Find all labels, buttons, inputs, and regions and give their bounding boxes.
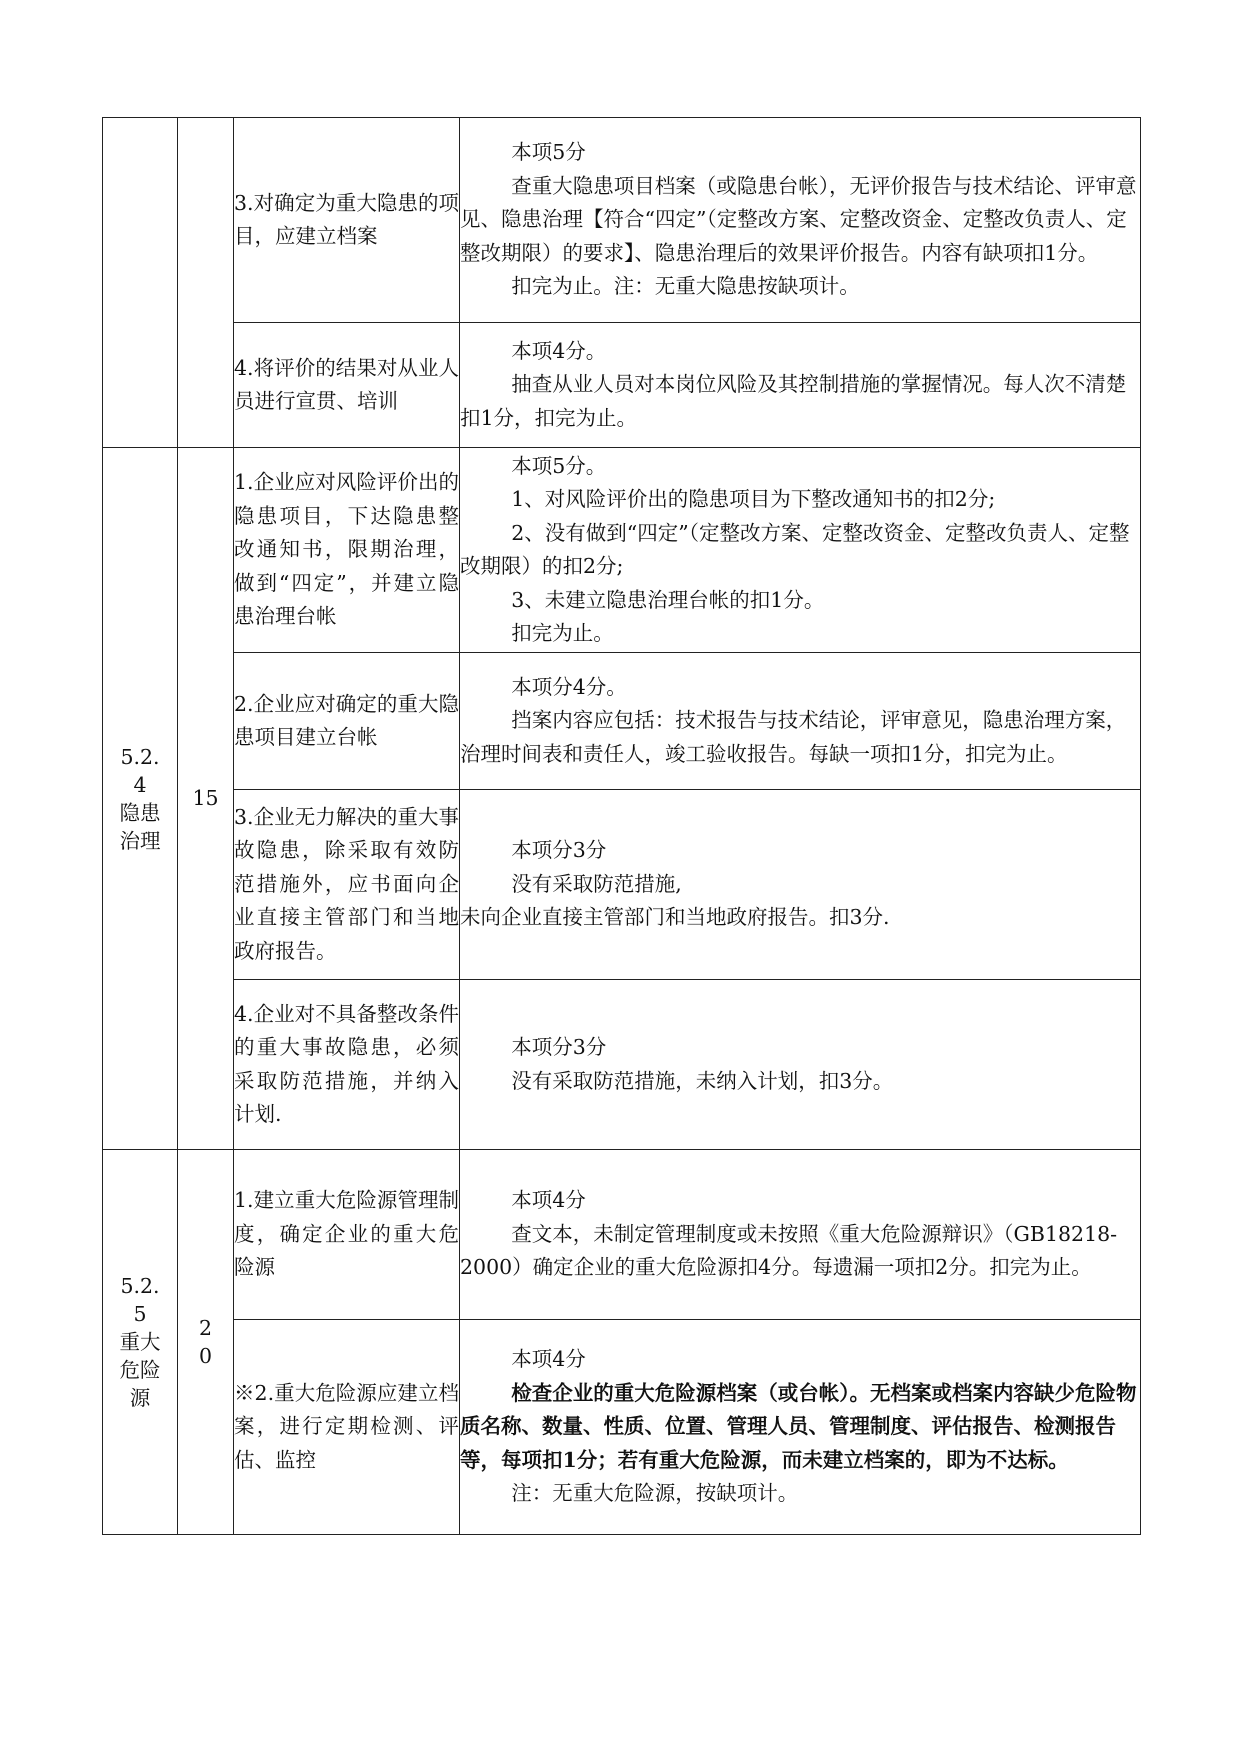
table-row bbox=[103, 1150, 1141, 1320]
requirement-cell: 2.企业应对确定的重大隐患项目建立台帐 bbox=[234, 653, 460, 790]
category-cell-5-2-5: 5.2. 5 重大 危险 源 bbox=[103, 1150, 178, 1535]
requirement-cell: 3.对确定为重大隐患的项目，应建立档案 bbox=[234, 118, 460, 323]
requirement-cell: 4.企业对不具备整改条件的重大事故隐患，必须采取防范措施，并纳入计划. bbox=[234, 980, 460, 1150]
category-cell-continued bbox=[103, 118, 178, 448]
table-row bbox=[103, 448, 1141, 653]
requirement-cell: ※2.重大危险源应建立档案，进行定期检测、评估、监控 bbox=[234, 1320, 460, 1535]
evaluation-table bbox=[102, 117, 1141, 1535]
score-cell-5-2-4: 15 bbox=[178, 448, 234, 1150]
score-cell-5-2-5: 2 0 bbox=[178, 1150, 234, 1535]
table-row bbox=[103, 323, 1141, 448]
standard-cell: 本项分4分。 挡案内容应包括：技术报告与技术结论，评审意见，隐患治理方案，治理时间表和责任人，竣工验收报告。每缺一项扣1分，扣完为止。 bbox=[460, 653, 1141, 790]
requirement-cell: 3.企业无力解决的重大事故隐患，除采取有效防范措施外，应书面向企业直接主管部门和当地政府报告。 bbox=[234, 790, 460, 980]
standard-cell: 本项5分。 1、对风险评价出的隐患项目为下整改通知书的扣2分; 2、没有做到“四定”（定整改方案、定整改资金、定整改负责人、定整改期限）的扣2分; 3、未建立隐患治理台帐的扣1分。 扣完为止。 bbox=[460, 448, 1141, 653]
requirement-cell: 1.企业应对风险评价出的隐患项目，下达隐患整改通知书，限期治理，做到“四定”，并建立隐患治理台帐 bbox=[234, 448, 460, 653]
standard-cell: 本项4分 查文本，未制定管理制度或未按照《重大危险源辩识》（GB18218- 2000）确定企业的重大危险源扣4分。每遗漏一项扣2分。扣完为止。 bbox=[460, 1150, 1141, 1320]
standard-cell: 本项分3分 没有采取防范措施，未纳入计划，扣3分。 bbox=[460, 980, 1141, 1150]
standard-cell: 本项4分。 抽查从业人员对本岗位风险及其控制措施的掌握情况。每人次不清楚扣1分，扣完为止。 bbox=[460, 323, 1141, 448]
requirement-cell: 1.建立重大危险源管理制度，确定企业的重大危险源 bbox=[234, 1150, 460, 1320]
table-row bbox=[103, 653, 1141, 790]
table-row bbox=[103, 118, 1141, 323]
standard-cell: 本项分3分 没有采取防范措施, 未向企业直接主管部门和当地政府报告。扣3分. bbox=[460, 790, 1141, 980]
category-cell-5-2-4: 5.2. 4 隐患 治理 bbox=[103, 448, 178, 1150]
standard-cell: 本项5分 查重大隐患项目档案（或隐患台帐），无评价报告与技术结论、评审意见、隐患治理【符合“四定”（定整改方案、定整改资金、定整改负责人、定整改期限）的要求】、隐患治理后的效果评价报告。内容有缺项扣1分。 扣完为止。注：无重大隐患按缺项计。 bbox=[460, 118, 1141, 323]
table-row bbox=[103, 790, 1141, 980]
requirement-cell: 4.将评价的结果对从业人员进行宣贯、培训 bbox=[234, 323, 460, 448]
table-row bbox=[103, 980, 1141, 1150]
table-row bbox=[103, 1320, 1141, 1535]
standard-cell: 本项4分 检查企业的重大危险源档案（或台帐）。无档案或档案内容缺少危险物质名称、数量、性质、位置、管理人员、管理制度、评估报告、检测报告等，每项扣1分；若有重大危险源，而未建立档案的，即为不达标。 注：无重大危险源，按缺项计。 bbox=[460, 1320, 1141, 1535]
score-cell-continued bbox=[178, 118, 234, 448]
